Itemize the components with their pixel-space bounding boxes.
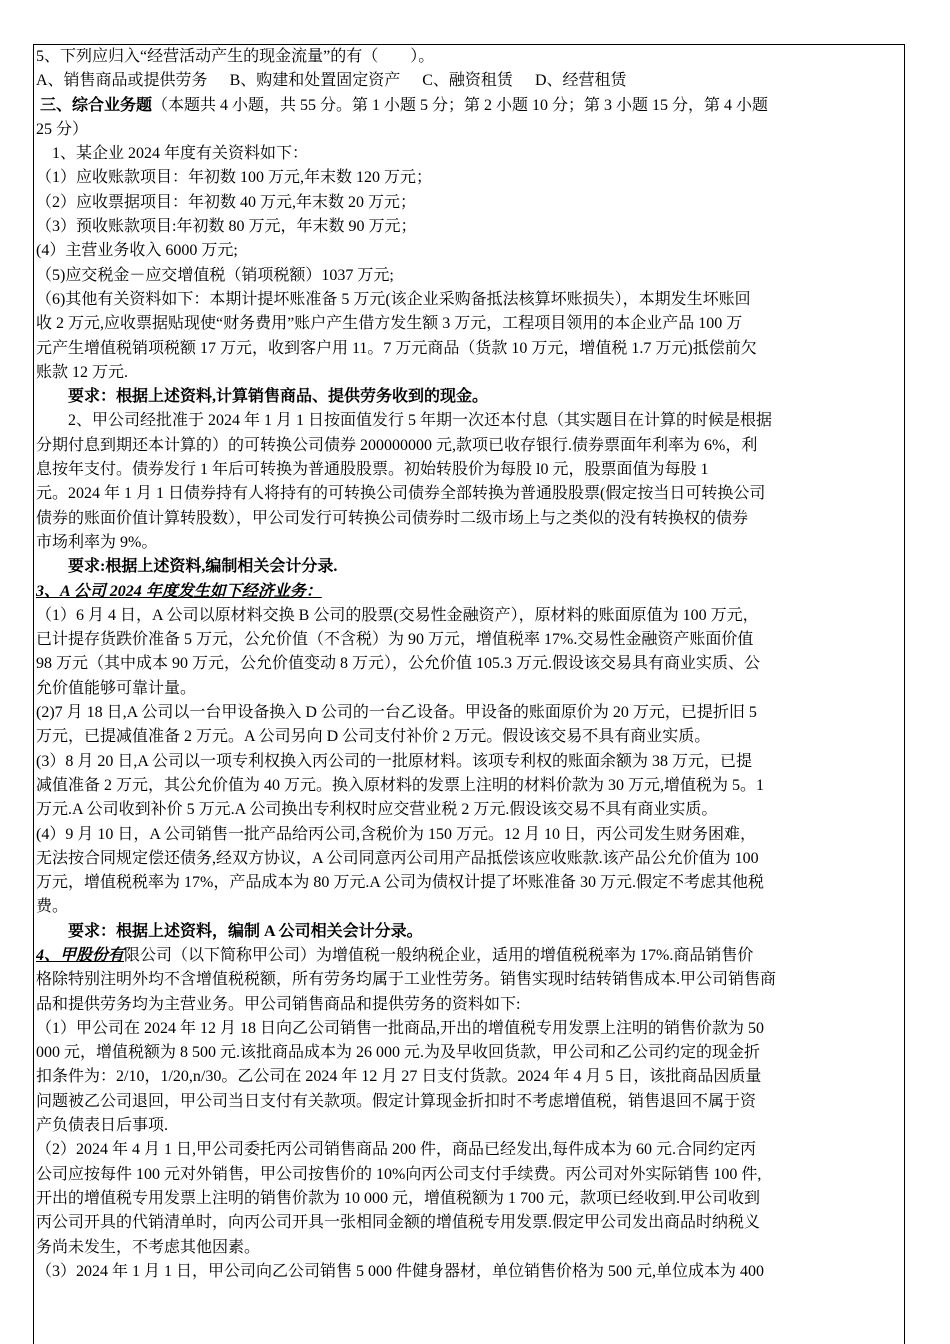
p4-a-1: （1）甲公司在 2024 年 12 月 18 日向乙公司销售一批商品,开出的增值税专用发票上注明的销售价款为 50 [36, 1019, 765, 1037]
p3-c-3: 万元.A 公司收到补价 5 万元.A 公司换出专利权时应交营业税 2 万元.假设该交易不具有商业实质。 [36, 801, 718, 819]
p2-line-6: 市场利率为 9%。 [36, 533, 158, 551]
p3-c-2: 减值准备 2 万元，其公允价值为 40 万元。换入原材料的发票上注明的材料价款为 30 万元,增值税为 5。1 [36, 776, 765, 794]
p4-line-3: 品和提供劳务均为主营业务。甲公司销售商品和提供劳务的资料如下: [36, 995, 521, 1013]
p4-a-4: 问题被乙公司退回，甲公司当日支付有关款项。假定计算现金折扣时不考虑增值税，销售退回不属于资 [36, 1092, 757, 1110]
p3-d-4: 费。 [36, 898, 69, 916]
p4-line-1-rest: 限公司（以下简称甲公司）为增值税一般纳税企业，适用的增值税税率为 17%.商品销售价 [124, 946, 754, 964]
p1-item-6a: （6)其他有关资料如下：本期计提坏账准备 5 万元(该企业采购备抵法核算坏账损失），本期发生坏账回 [36, 290, 751, 308]
p2-line-5: 债券的账面价值计算转股数），甲公司发行可转换公司债券时二级市场上与之类似的没有转换权的债券 [36, 509, 749, 527]
p4-line-1 [36, 944, 902, 968]
p3-c-1: (3）8 月 20 日,A 公司以一项专利权换入丙公司的一批原材料。该项专利权的账面余额为 38 万元，已提 [36, 752, 753, 770]
p4-a-3: 扣条件为：2/10，1/20,n/30。乙公司在 2024 年 12 月 27 日支付货款。2024 年 4 月 5 日，该批商品因质量 [36, 1068, 762, 1086]
p3-a-2: 已计提存货跌价准备 5 万元，公允价值（不含税）为 90 万元，增值税率 17%.交易性金融资产账面价值 [36, 631, 754, 649]
p2-line-3: 息按年支付。债券发行 1 年后可转换为普通股股票。初始转股价为每股 l0 元，股票面值为每股 1 [36, 461, 709, 479]
q5-option-c: C、融资租赁 [422, 72, 513, 90]
p3-d-2: 无法按合同规定偿还债务,经双方协议，A 公司同意丙公司用产品抵偿该应收账款.该产品公允价值为 100 [36, 849, 759, 867]
p3-a-4: 允价值能够可靠计量。 [36, 679, 197, 697]
p1-item-1: （1）应收账款项目：年初数 100 万元,年末数 120 万元； [36, 169, 433, 187]
p3-a-3: 98 万元（其中成本 90 万元，公允价值变动 8 万元），公允价值 105.3 万元.假设该交易具有商业实质、公 [36, 655, 761, 673]
p1-item-6b: 收 2 万元,应收票据贴现使“财务费用”账户产生借方发生额 3 万元，工程项目领用的本企业产品 100 万 [36, 315, 743, 333]
p4-line-2: 格除特别注明外均不含增值税税额，所有劳务均属于工业性劳务。销售实现时结转销售成本.甲公司销售商 [36, 971, 777, 989]
p1-requirement: 要求：根据上述资料,计算销售商品、提供劳务收到的现金。 [68, 388, 489, 406]
p3-b-1: (2)7 月 18 日,A 公司以一台甲设备换入 D 公司的一台乙设备。甲设备的账面原价为 20 万元，已提折旧 5 [36, 704, 757, 722]
p1-item-4: (4）主营业务收入 6000 万元; [36, 242, 238, 260]
document-page [33, 44, 905, 1344]
p3-requirement: 要求：根据上述资料，编制 A 公司相关会计分录。 [68, 922, 423, 940]
q5-options [36, 69, 902, 93]
p2-line-1: 2、甲公司经批准于 2024 年 1 月 1 日按面值发行 5 年期一次还本付息（其实题目在计算的时候是根据 [68, 412, 773, 430]
section3-desc: （本题共 4 小题，共 55 分。第 1 小题 5 分；第 2 小题 10 分；第 3 小题 15 分，第 4 小题 [152, 96, 769, 114]
p4-b-4: 丙公司开具的代销清单时，向丙公司开具一张相同金额的增值税专用发票.假定甲公司发出商品时纳税义 [36, 1214, 761, 1232]
p4-a-5: 产负债表日后事项. [36, 1117, 169, 1135]
p4-b-1: （2）2024 年 4 月 1 日,甲公司委托丙公司销售商品 200 件，商品已经发出,每件成本为 60 元.合同约定丙 [36, 1141, 757, 1159]
p1-item-3: （3）预收账款项目:年初数 80 万元，年末数 90 万元； [36, 218, 417, 236]
p4-c-1: （3）2024 年 1 月 1 日，甲公司向乙公司销售 5 000 件健身器材，单位销售价格为 500 元,单位成本为 400 [36, 1262, 765, 1280]
p3-b-2: 万元，已提减值准备 2 万元。A 公司另向 D 公司支付补价 2 万元。假设该交易不具有商业实质。 [36, 728, 711, 746]
q5-option-d: D、经营租赁 [534, 72, 627, 90]
p4-title: 4、甲股份有 [36, 946, 125, 964]
p1-item-6d: 账款 12 万元. [36, 363, 129, 381]
p3-a-1: （1）6 月 4 日，A 公司以原材料交换 B 公司的股票(交易性金融资产），原材料的账面原值为 100 万元， [36, 606, 759, 624]
p4-b-3: 开出的增值税专用发票上注明的销售价款为 10 000 元，增值税额为 1 700 元，款项已经收到.甲公司收到 [36, 1189, 761, 1207]
q5-option-b: B、购建和处置固定资产 [229, 72, 401, 90]
p4-b-2: 公司应按每件 100 元对外销售，甲公司按售价的 10%向丙公司支付手续费。丙公司对外实际销售 100 件, [36, 1165, 762, 1183]
p3-title: 3、A 公司 2024 年度发生如下经济业务： [36, 582, 322, 600]
p3-d-1: (4）9 月 10 日，A 公司销售一批产品给丙公司,含税价为 150 万元。12 月 10 日，丙公司发生财务困难， [36, 825, 757, 843]
p4-b-5: 务尚未发生，不考虑其他因素。 [36, 1238, 261, 1256]
p1-item-6c: 元产生增值税销项税额 17 万元，收到客户用 11。7 万元商品（货款 10 万元，增值税 1.7 万元)抵偿前欠 [36, 339, 757, 357]
p1-item-2: （2）应收票据项目：年初数 40 万元,年末数 20 万元； [36, 193, 417, 211]
section3-desc-cont: 25 分） [36, 120, 89, 138]
section3-title: 三、综合业务题 [40, 96, 153, 114]
p2-requirement: 要求:根据上述资料,编制相关会计分录. [68, 558, 338, 576]
q5-option-a: A、销售商品或提供劳务 [36, 72, 208, 90]
p1-intro: 1、某企业 2024 年度有关资料如下： [52, 145, 309, 163]
p4-a-2: 000 元，增值税额为 8 500 元.该批商品成本为 26 000 元.为及早收回货款，甲公司和乙公司约定的现金折 [36, 1044, 761, 1062]
p2-line-4: 元。2024 年 1 月 1 日债券持有人将持有的可转换公司债券全部转换为普通股股票(假定按当日可转换公司 [36, 485, 766, 503]
p3-d-3: 万元，增值税税率为 17%，产品成本为 80 万元.A 公司为债权计提了坏账准备 30 万元.假定不考虑其他税 [36, 874, 765, 892]
p2-line-2: 分期付息到期还本计算的）的可转换公司债券 200000000 元,款项已收存银行.债券票面年利率为 6%，利 [36, 436, 758, 454]
p1-item-5: （5)应交税金－应交增值税（销项税额）1037 万元; [36, 266, 394, 284]
section3-heading [36, 94, 902, 118]
q5-stem: 5、下列应归入“经营活动产生的现金流量”的有（ ）。 [36, 48, 435, 65]
